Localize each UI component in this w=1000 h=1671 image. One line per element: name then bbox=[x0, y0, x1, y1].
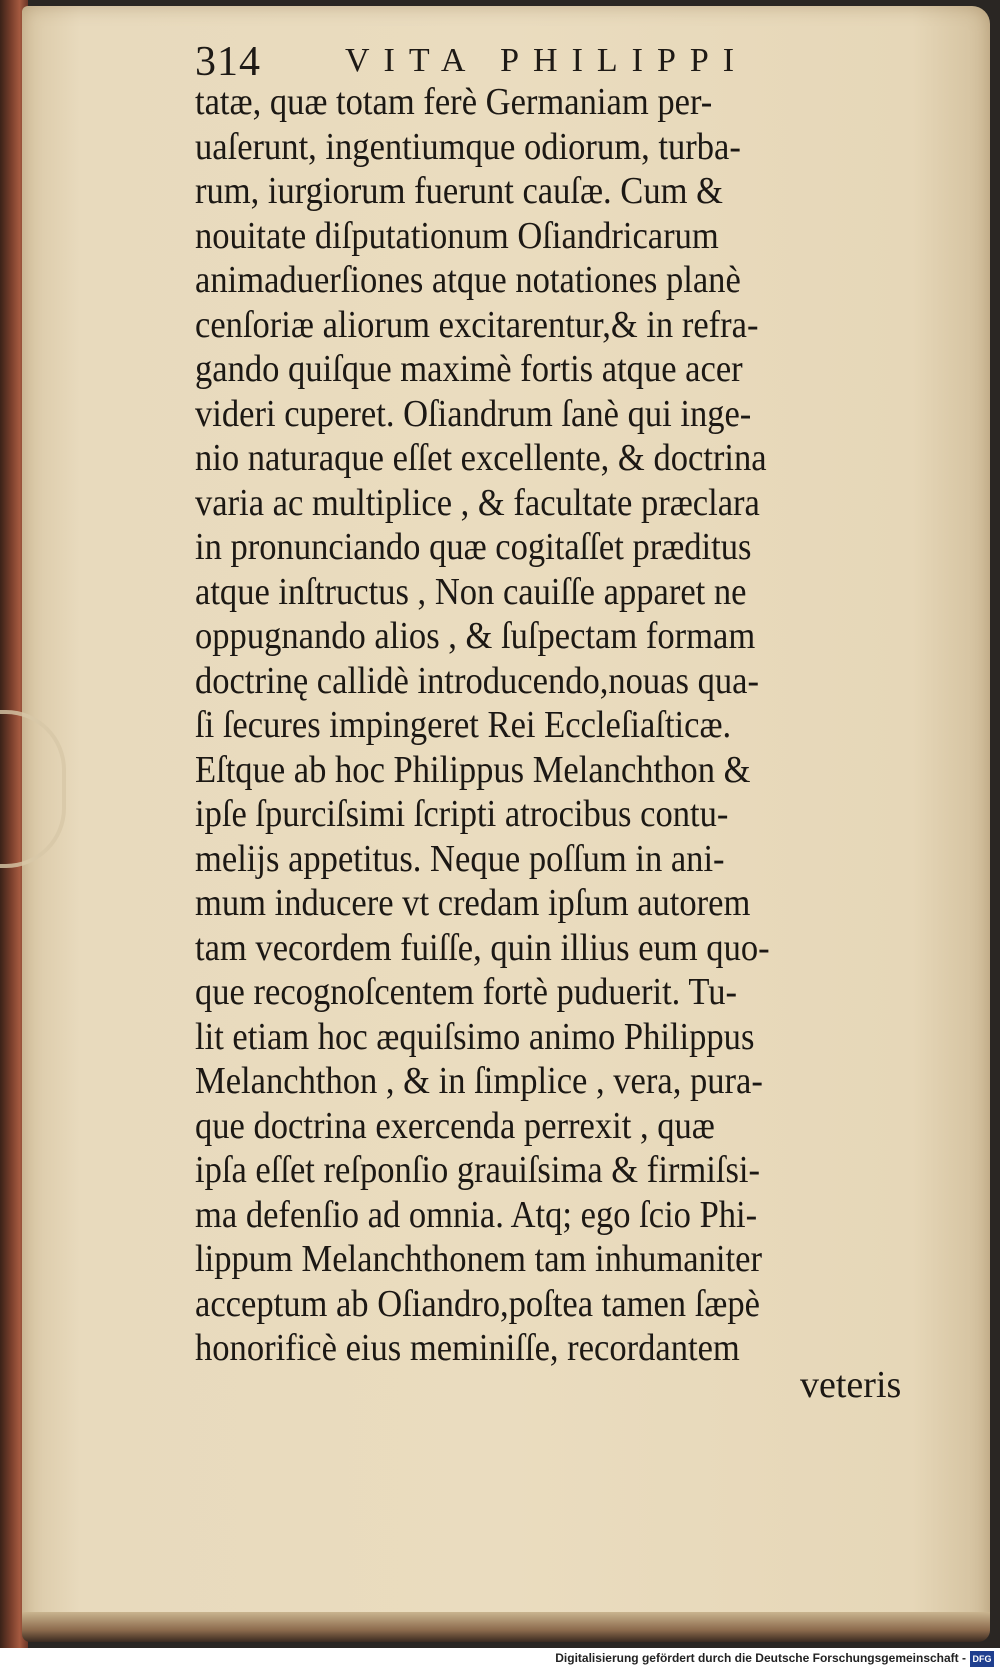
digitization-footer bbox=[0, 1648, 1000, 1671]
footer-credit: Digitalisierung gefördert durch die Deutsche Forschungsgemeinschaft - bbox=[555, 1651, 966, 1665]
text-line: honorificè eius meminiſſe, recordantem bbox=[195, 1327, 740, 1369]
text-line: tam vecordem fuiſſe, quin illius eum quo- bbox=[195, 926, 770, 969]
text-line: que doctrina exercenda perrexit , quæ bbox=[195, 1104, 715, 1147]
text-line: in pronunciando quæ cogitaſſet præditus bbox=[195, 526, 752, 568]
text-line: doctrinę callidè introducendo,nouas qua- bbox=[195, 659, 759, 702]
text-line: videri cuperet. Oſiandrum ſanè qui inge- bbox=[195, 392, 752, 435]
text-line: lippum Melanchthonem tam inhumaniter bbox=[195, 1238, 762, 1280]
text-line: ipſa eſſet reſponſio grauiſsima & firmiſsi- bbox=[195, 1149, 761, 1191]
page-number: 314 bbox=[195, 39, 261, 85]
text-line: que recognoſcentem fortè puduerit. Tu- bbox=[195, 971, 737, 1013]
text-line: cenſoriæ aliorum excitarentur,& in refra- bbox=[195, 303, 759, 346]
text-line: ſi ſecures impingeret Rei Eccleſiaſticæ. bbox=[195, 704, 732, 746]
text-line: lit etiam hoc æquiſsimo animo Philippus bbox=[195, 1015, 755, 1058]
catchword: veteris bbox=[800, 1364, 902, 1406]
text-line: ipſe ſpurciſsimi ſcripti atrocibus contu- bbox=[195, 793, 729, 835]
text-line: varia ac multiplice , & facultate præclara bbox=[195, 481, 760, 524]
text-line: rum, iurgiorum fuerunt cauſæ. Cum & bbox=[195, 170, 723, 212]
text-line: acceptum ab Oſiandro,poſtea tamen ſæpè bbox=[195, 1282, 760, 1325]
text-line: atque inſtructus , Non cauiſſe apparet ne bbox=[195, 570, 747, 613]
text-line: mum inducere vt credam ipſum autorem bbox=[195, 882, 751, 924]
body-text bbox=[195, 80, 965, 1371]
text-line: ma defenſio ad omnia. Atq; ego ſcio Phi- bbox=[195, 1193, 758, 1236]
text-line: nio naturaque eſſet excellente, & doctrina bbox=[195, 437, 767, 479]
text-line: uaſerunt, ingentiumque odiorum, turba- bbox=[195, 125, 741, 168]
text-line: Eſtque ab hoc Philippus Melanchthon & bbox=[195, 748, 751, 791]
text-line: oppugnando alios , & ſuſpectam formam bbox=[195, 615, 756, 657]
page-bottom-edge bbox=[22, 1612, 990, 1642]
text-line: nouitate diſputationum Oſiandricarum bbox=[195, 214, 719, 257]
running-head: VITA PHILIPPI bbox=[345, 42, 749, 79]
text-line: gando quiſque maximè fortis atque acer bbox=[195, 348, 743, 390]
text-line: tatæ, quæ totam ferè Germaniam per- bbox=[195, 81, 713, 123]
text-line: Melanchthon , & in ſimplice , vera, pura- bbox=[195, 1060, 763, 1102]
text-line: melijs appetitus. Neque poſſum in ani- bbox=[195, 837, 725, 880]
text-line: animaduerſiones atque notationes planè bbox=[195, 259, 741, 301]
dfg-logo: DFG bbox=[970, 1651, 994, 1667]
